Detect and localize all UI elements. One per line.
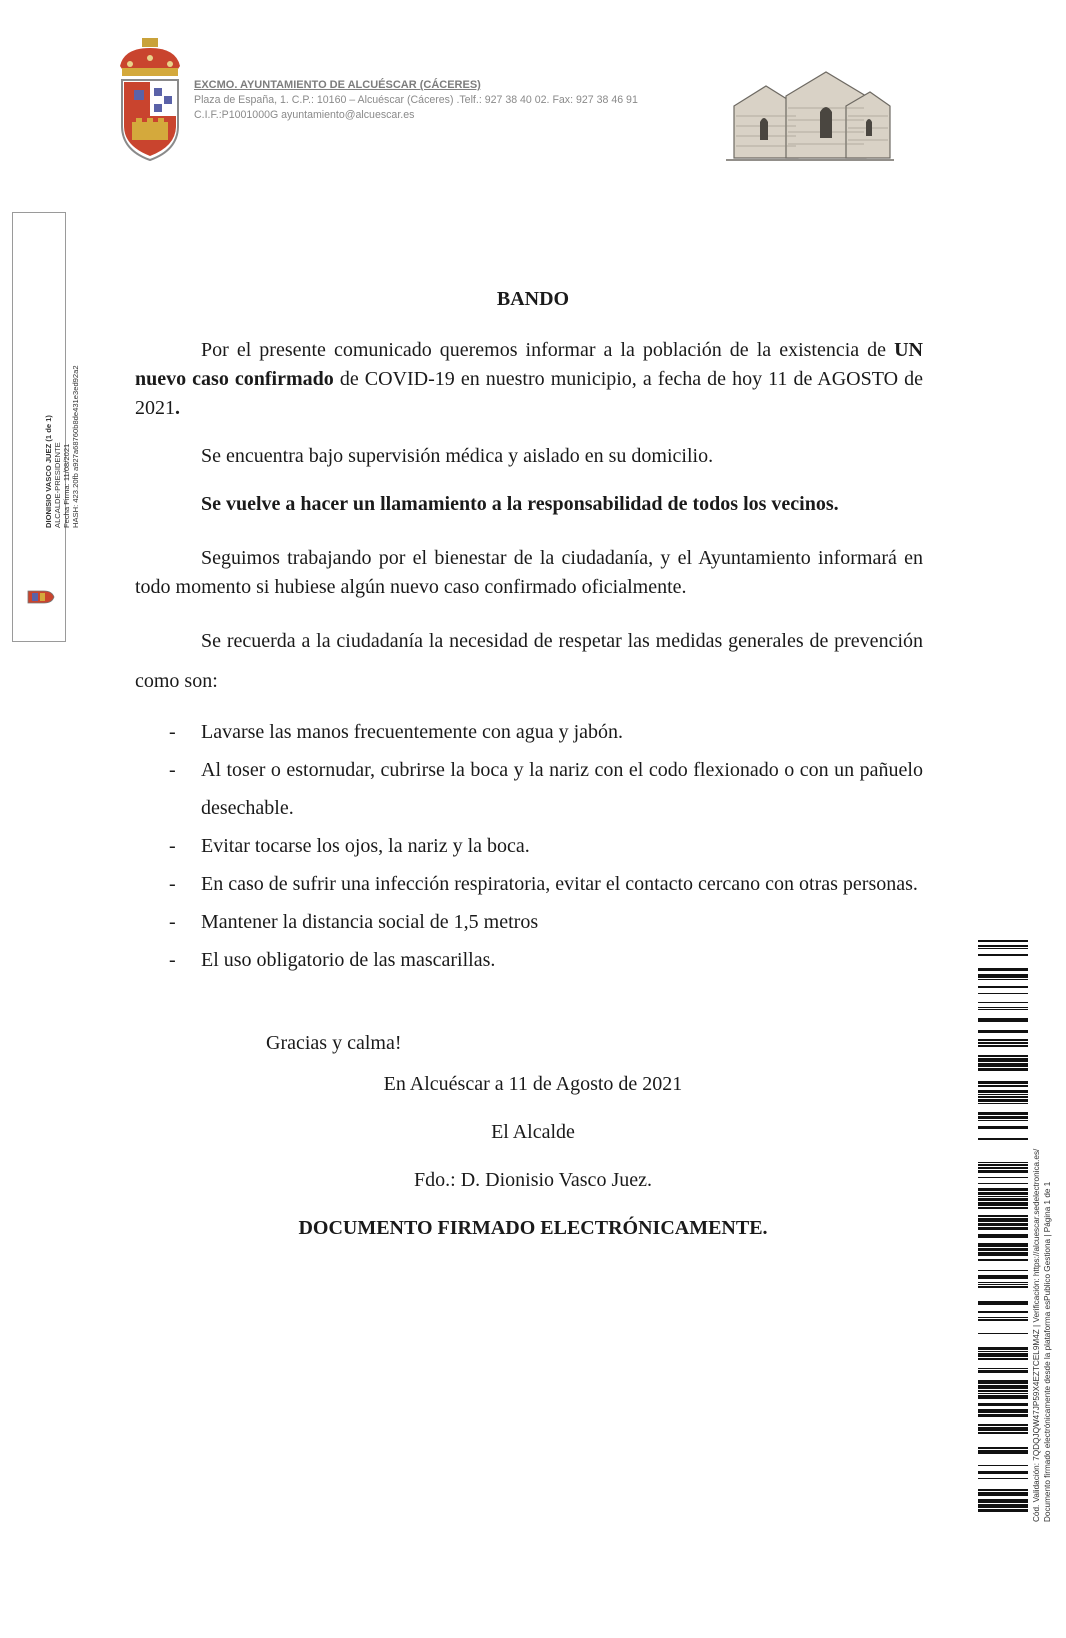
barcode-bar <box>978 1252 1028 1256</box>
barcode-bar <box>978 1370 1028 1373</box>
paragraph-responsibility-call: Se vuelve a hacer un llamamiento a la responsabilidad de todos los vecinos. <box>201 493 839 515</box>
barcode-bar <box>978 1380 1028 1384</box>
barcode-bar <box>978 1393 1028 1394</box>
barcode-bar <box>978 1358 1028 1360</box>
signature-signer: DIONISIO VASCO JUEZ (1 de 1) <box>44 415 53 528</box>
signature-role: ALCALDE-PRESIDENTE <box>53 442 62 528</box>
barcode-bar <box>978 1116 1028 1119</box>
barcode-bar <box>978 1301 1028 1305</box>
barcode-bar <box>978 1424 1028 1426</box>
barcode-bar <box>978 1319 1028 1321</box>
list-item <box>135 903 923 941</box>
barcode-bar <box>978 1385 1028 1389</box>
barcode-bar <box>978 1002 1028 1003</box>
barcode-bar <box>978 1432 1028 1434</box>
barcode-bar <box>978 1099 1028 1102</box>
barcode-bar <box>978 1192 1028 1195</box>
barcode-bar <box>978 1042 1028 1044</box>
barcode-bar <box>978 1478 1028 1479</box>
document-title: BANDO <box>496 288 570 310</box>
barcode-bar <box>978 1504 1028 1508</box>
barcode-bar <box>978 1395 1028 1399</box>
bullet-dash: - <box>169 759 176 781</box>
announcement-period: . <box>175 397 180 419</box>
announcement-bold-text: UN nuevo caso confirmado <box>135 339 923 390</box>
announcement-text-1: Por el presente comunicado queremos informar a la población de la existencia de <box>201 339 895 361</box>
barcode-bar <box>978 974 1028 978</box>
paragraph-continued-work: Seguimos trabajando por el bienestar de la ciudadanía, y el Ayuntamiento informará en todo momento si hubiese algún nuevo caso confirmado oficialmente. <box>135 547 923 598</box>
barcode-bar <box>978 1353 1028 1357</box>
barcode-bar <box>978 1414 1028 1417</box>
list-item <box>135 941 923 979</box>
barcode-bar <box>978 1248 1028 1251</box>
list-item-text: Lavarse las manos frecuentemente con agua y jabón. <box>201 721 624 743</box>
barcode-bar <box>978 1427 1028 1431</box>
signed-by: Fdo.: D. Dionisio Vasco Juez. <box>414 1169 652 1191</box>
paragraph-supervision: Se encuentra bajo supervisión médica y aislado en su domicilio. <box>201 445 714 467</box>
validation-text <box>1031 1149 1053 1522</box>
barcode-bar <box>978 1103 1028 1104</box>
barcode-bar <box>978 1403 1028 1406</box>
list-item <box>135 865 923 903</box>
barcode-bar <box>978 1509 1028 1512</box>
barcode-bar <box>978 1351 1028 1352</box>
barcode-bar <box>978 1039 1028 1041</box>
barcode-bar <box>978 993 1028 994</box>
barcode-bar <box>978 1259 1028 1261</box>
barcode-bar <box>978 948 1028 949</box>
bullet-dash: - <box>169 873 176 895</box>
paragraph-announcement <box>135 336 923 423</box>
electronic-signature-note: DOCUMENTO FIRMADO ELECTRÓNICAMENTE. <box>298 1217 768 1239</box>
bullet-dash: - <box>169 949 176 971</box>
signature-hash: HASH: 423.20fb a927a68760b8de431e3ed92a2 <box>71 365 80 528</box>
closing-thanks: Gracias y calma! <box>266 1032 402 1054</box>
barcode-bar <box>978 1198 1028 1201</box>
list-item-text: El uso obligatorio de las mascarillas. <box>201 949 496 971</box>
barcode-bar <box>978 1096 1028 1098</box>
barcode-bar <box>978 1112 1028 1115</box>
barcode-bar <box>978 1284 1028 1285</box>
barcode-bar <box>978 1055 1028 1057</box>
barcode-bar <box>978 945 1028 947</box>
list-item <box>135 827 923 865</box>
letterhead-organization: EXCMO. AYUNTAMIENTO DE ALCUÉSCAR (CÁCERES) <box>194 79 481 91</box>
list-item <box>135 713 923 751</box>
barcode-bar <box>978 1368 1028 1369</box>
place-and-date: En Alcuéscar a 11 de Agosto de 2021 <box>383 1073 683 1095</box>
barcode-bar <box>978 1275 1028 1279</box>
list-item-text: Al toser o estornudar, cubrirse la boca y la nariz con el codo flexionado o con un pañuelo desechable. <box>201 759 923 819</box>
bullet-dash: - <box>169 835 176 857</box>
barcode-bar <box>978 1311 1028 1313</box>
barcode-bar <box>978 1317 1028 1318</box>
barcode-bar <box>978 1471 1028 1474</box>
signature-stamp-text <box>44 365 80 528</box>
validation-line-1: Cód. Validación: 7QDQJQW47JP59X4EZTCEL9M4Z | Verificación: https://alcuescar.sedelectronica.es/ <box>1032 1148 1041 1522</box>
barcode-bar <box>978 1018 1028 1022</box>
barcode-bar <box>978 954 1028 956</box>
list-item <box>135 751 923 827</box>
barcode-bar <box>978 1058 1028 1062</box>
barcode-bar <box>978 1465 1028 1466</box>
barcode-bar <box>978 986 1028 988</box>
list-item-text: En caso de sufrir una infección respiratoria, evitar el contacto cercano con otras personas. <box>201 873 918 895</box>
barcode-bar <box>978 968 1028 971</box>
barcode-bar <box>978 1447 1028 1449</box>
bullet-dash: - <box>169 911 176 933</box>
letterhead <box>194 78 638 123</box>
barcode-bar <box>978 1162 1028 1163</box>
barcode-bar <box>978 979 1028 980</box>
barcode-bar <box>978 1499 1028 1503</box>
barcode-bar <box>978 1202 1028 1206</box>
barcode-bar <box>978 1282 1028 1283</box>
barcode-bar <box>978 1164 1028 1166</box>
paragraph-prevention-intro: Se recuerda a la ciudadanía la necesidad de respetar las medidas generales de prevención como son: <box>135 630 923 692</box>
mini-coat-of-arms-icon <box>22 587 58 607</box>
prevention-measures-list <box>135 713 923 979</box>
signature-date: Fecha Firma: 11/08/2021 <box>62 443 71 528</box>
barcode-bar <box>978 1045 1028 1047</box>
list-item-text: Evitar tocarse los ojos, la nariz y la boca. <box>201 835 530 857</box>
church-illustration-icon <box>726 66 894 164</box>
barcode-bar <box>978 1492 1028 1496</box>
barcode-bar <box>978 1409 1028 1413</box>
barcode-bar <box>978 1286 1028 1288</box>
barcode-bar <box>978 1068 1028 1071</box>
barcode-bar <box>978 940 1028 942</box>
barcode-bar <box>978 1489 1028 1491</box>
barcode-bar <box>978 1390 1028 1392</box>
coat-of-arms-icon <box>114 38 186 164</box>
barcode-bar <box>978 1009 1028 1010</box>
barcode-bar <box>978 1347 1028 1350</box>
list-item-text: Mantener la distancia social de 1,5 metros <box>201 911 539 933</box>
barcode-bar <box>978 1196 1028 1197</box>
barcode-bar <box>978 1333 1028 1334</box>
letterhead-tax-email: C.I.F.:P1001000G ayuntamiento@alcuescar.es <box>194 109 415 121</box>
barcode-bar <box>978 1450 1028 1454</box>
bullet-dash: - <box>169 721 176 743</box>
barcode-bar <box>978 1270 1028 1271</box>
barcode-bar <box>978 1007 1028 1008</box>
letterhead-address: Plaza de España, 1. C.P.: 10160 – Alcuéscar (Cáceres) .Telf.: 927 38 40 02. Fax: 927 38 46 91 <box>194 94 638 106</box>
barcode-bar <box>978 1030 1028 1033</box>
barcode-bar <box>978 1063 1028 1067</box>
barcode-bar <box>978 1207 1028 1209</box>
announcement-text-2: de COVID-19 en nuestro municipio, a fecha de hoy 11 de AGOSTO de 2021 <box>135 368 923 419</box>
mayor-title: El Alcalde <box>491 1121 575 1143</box>
validation-line-2: Documento firmado electrónicamente desde la plataforma esPublico Gestiona | Página 1 de 1 <box>1043 1181 1052 1522</box>
barcode-bar <box>978 1243 1028 1247</box>
